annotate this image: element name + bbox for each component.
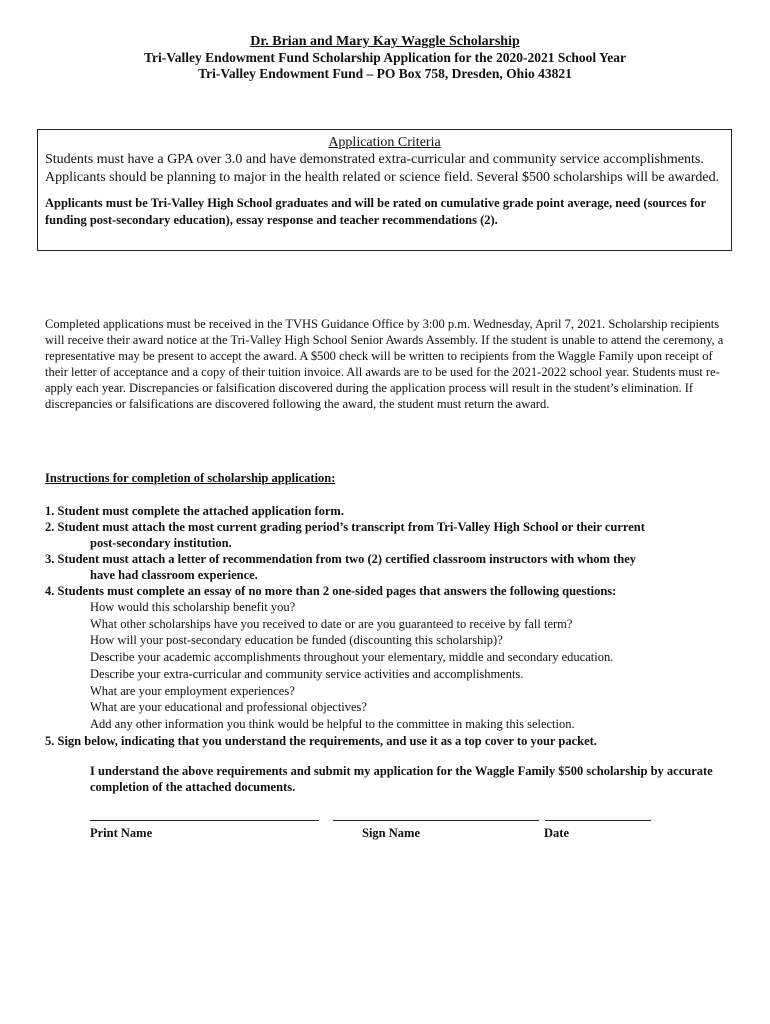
essay-question: Describe your extra-curricular and community service activities and accomplishments. bbox=[90, 666, 524, 681]
criteria-heading: Application Criteria bbox=[328, 135, 441, 150]
submission-paragraph: Completed applications must be received in the TVHS Guidance Office by 3:00 p.m. Wednesday, April 7, 2021. Scholarship recipients will receive their award notice at the Tri-Valley High School Senior Awards Assembly. If the student is unable to attend the ceremony, a representative may be present to accept the award. A $500 check will be written to recipients from the Waggle Family upon receipt of their letter of acceptance and a copy of their tuition invoice. All awards are to be used for the 2021-2022 school year. Students must re-apply each year. Discrepancies or falsification discovered during the application process will result in the student’s elimination. If discrepancies or falsifications are discovered following the award, the student must return the award. bbox=[45, 317, 724, 411]
essay-questions bbox=[45, 599, 735, 733]
step-3-continuation: have had classroom experience. bbox=[90, 568, 258, 582]
essay-question: What are your educational and professional objectives? bbox=[90, 700, 367, 715]
sign-name-line[interactable] bbox=[333, 820, 539, 821]
header-subtitle: Tri-Valley Endowment Fund Scholarship Application for the 2020-2021 School Year bbox=[144, 50, 626, 65]
sign-name-label: Sign Name bbox=[362, 826, 420, 840]
criteria-eligibility: Applicants must be Tri-Valley High School graduates and will be rated on cumulative grade point average, need (sources for funding post-secondary education), essay response and teacher recommendations (2). bbox=[45, 196, 706, 227]
step-5: 5. Sign below, indicating that you understand the requirements, and use it as a top cover to your packet. bbox=[45, 733, 597, 748]
step-2-text: 2. Student must attach the most current grading period’s transcript from Tri-Valley High School or their current bbox=[45, 520, 645, 534]
criteria-body: Students must have a GPA over 3.0 and have demonstrated extra-curricular and community service accomplishments. Applicants should be planning to major in the health related or science field. Several $500 scholarships will be awarded. bbox=[45, 152, 720, 185]
acknowledgement-statement: I understand the above requirements and submit my application for the Waggle Family $500 scholarship by accurate completion of the attached documents. bbox=[90, 764, 713, 794]
date-label: Date bbox=[544, 826, 569, 840]
essay-question: How will your post-secondary education be funded (discounting this scholarship)? bbox=[90, 633, 503, 648]
date-line[interactable] bbox=[545, 820, 651, 821]
scholarship-title: Dr. Brian and Mary Kay Waggle Scholarship bbox=[250, 34, 520, 49]
step-1: 1. Student must complete the attached application form. bbox=[45, 504, 344, 518]
header-address: Tri-Valley Endowment Fund – PO Box 758, Dresden, Ohio 43821 bbox=[198, 66, 572, 81]
essay-question: What are your employment experiences? bbox=[90, 683, 295, 698]
document-header bbox=[0, 34, 770, 82]
instructions-heading: Instructions for completion of scholarship application: bbox=[45, 471, 336, 485]
instructions-section bbox=[45, 470, 735, 749]
essay-question: How would this scholarship benefit you? bbox=[90, 600, 296, 614]
step-4: 4. Students must complete an essay of no more than 2 one-sided pages that answers the following questions: bbox=[45, 584, 617, 598]
step-2 bbox=[45, 519, 735, 551]
essay-question: Add any other information you think would be helpful to the committee in making this selection. bbox=[90, 716, 575, 731]
print-name-line[interactable] bbox=[90, 820, 319, 821]
application-criteria-box bbox=[37, 129, 732, 251]
instruction-steps bbox=[45, 503, 735, 749]
essay-question: Describe your academic accomplishments throughout your elementary, middle and secondary education. bbox=[90, 650, 614, 665]
step-3 bbox=[45, 551, 735, 583]
print-name-label: Print Name bbox=[90, 826, 153, 840]
essay-question: What other scholarships have you received to date or are you guaranteed to receive by fall term? bbox=[90, 616, 573, 631]
step-3-text: 3. Student must attach a letter of recommendation from two (2) certified classroom instructors with whom they bbox=[45, 552, 636, 566]
signature-lines bbox=[0, 806, 770, 824]
step-2-continuation: post-secondary institution. bbox=[90, 536, 232, 550]
